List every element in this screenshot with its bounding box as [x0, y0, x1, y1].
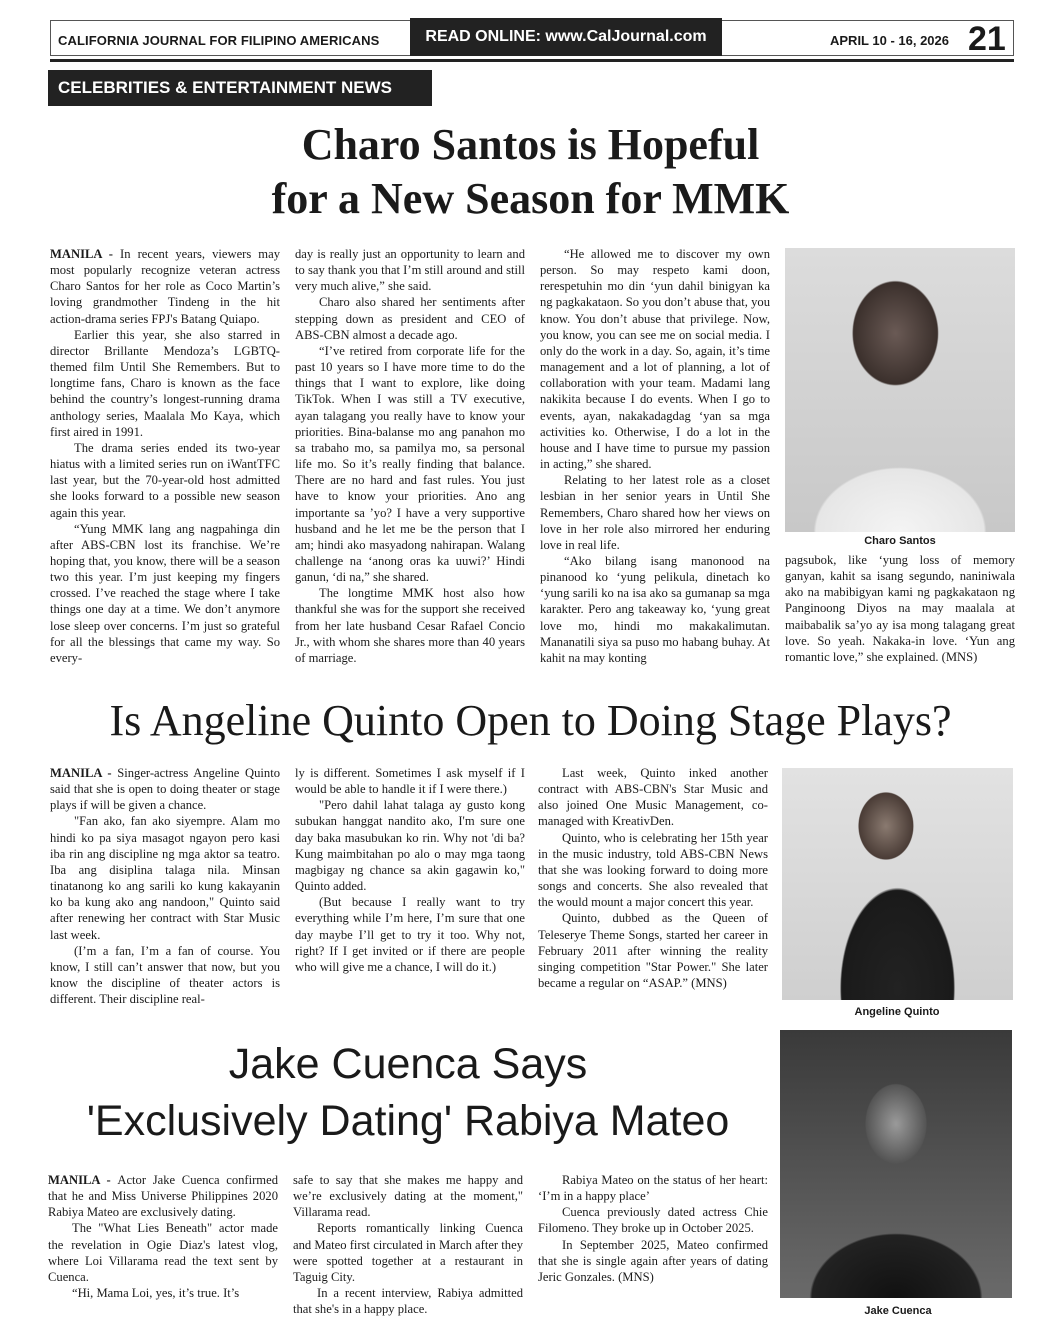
paragraph: [295, 797, 525, 894]
paragraph-text: Earlier this year, she also starred in director Brillante Mendoza’s LGBTQ-themed film Until She Remembers. But to longtime fans, Charo is known as the face behind the country’s longest-running drama anthology series, Maalala Mo Kaya, which first aired in 1991.: [50, 327, 280, 439]
paragraph: [295, 246, 525, 294]
article-1-title: [0, 118, 1061, 226]
paragraph: [538, 1237, 768, 1285]
dateline: MANILA -: [50, 766, 118, 780]
paragraph: [295, 894, 525, 975]
section-label: CELEBRITIES & ENTERTAINMENT NEWS: [58, 78, 393, 97]
paragraph: [538, 910, 768, 991]
paragraph-text: ly is different. Sometimes I ask myself if I would be able to handle it if I were there.): [295, 766, 525, 797]
article-3-column-2: [293, 1172, 523, 1317]
paragraph-text: (I’m a fan, I’m a fan of course. You know, I still can’t answer that now, but you know the discipline of theater actors is different. Their discipline real-: [50, 943, 280, 1007]
paragraph: [785, 552, 1015, 665]
paragraph-text: “Ako bilang isang manonood na pinanood ko ‘yung pelikula, dinetach ko ‘yung sarili ko na isa ako sa gumanap sa mga karakter. Pero ang takeaway ko, ‘yung great love mo, hindi mo makakalimutan. Mananatili siya sa puso mo habang buhay. At kahit na may konting: [540, 553, 770, 665]
paragraph: [538, 765, 768, 830]
photo-caption: Angeline Quinto: [854, 1006, 940, 1018]
jake-cuenca-photo: [780, 1030, 1012, 1298]
paragraph-text: “I’ve retired from corporate life for the past 10 years so I have more time to do the things that I want to explore, like doing TikTok. When I was still a TV executive, ayan talagang you really have to know your priorities. Bina-balanse mo ang panahon mo sa trabaho mo, sa pamilya mo, sa personal life mo. So it’s really finding that balance. There are no hard and fast rules. You just have to know your priorities. Ano ang importante sa ’yo? I have a very supportive husband and he let me be the person that I am; hindi ako masyadong nahirapan. Walang challenge na ‘anong oras ka uuwi?’ Hindi ganun, ‘di na,” she shared.: [295, 343, 525, 585]
paragraph-text: The "What Lies Beneath" actor made the revelation in Ogie Diaz's latest vlog, where Loi Villarama read the text sent by Cuenca.: [48, 1221, 278, 1284]
paragraph-text: The longtime MMK host also how thankful she was for the support she received from her late husband Cesar Rafael Concio Jr., with whom she shares more than 40 years of marriage.: [295, 586, 525, 665]
article-2-column-1: [50, 765, 280, 1007]
paragraph-text: "Pero dahil lahat talaga ay gusto kong subukan hanggat nandito ako, I'm sure one day baka masubukan ko rin. Why not 'di ba? Kung maimbitahan po alo o may mga taong magbigay ng chance sa akin gagawin ko," Quinto added.: [295, 798, 525, 894]
paragraph-text: "Fan ako, fan ako siyempre. Alam mo hindi ko pa siya masagot ngayon pero kasi iba rin ang discipline ng mga aktor sa teatro. Iba ang disiplina talaga nila. Minsan tinatanong ko ang sarili ko kung kakayanin ko ba kung ako ang nandoon," Quinto said after renewing her contract with Star Music last week.: [50, 814, 280, 942]
paragraph: [540, 472, 770, 553]
paragraph-text: Last week, Quinto inked another contract with ABS-CBN's Star Music and also joined One Music Management, co-managed with KreativDen.: [538, 766, 768, 829]
paragraph-text: (But because I really want to try everything while I’m here, I’m sure that one day maybe I’ll get to try it too. Why not, right? If I get invited or if there are people who will give me a chance, I will do it.): [295, 895, 525, 974]
paragraph: [48, 1172, 278, 1220]
paragraph: [48, 1220, 278, 1285]
page-number: 21: [968, 20, 1006, 58]
article-2-title: [0, 696, 1061, 746]
paragraph: [295, 294, 525, 342]
paragraph-text: “Hi, Mama Loi, yes, it’s true. It’s: [72, 1286, 240, 1301]
paragraph-text: Cuenca previously dated actress Chie Filomeno. They broke up in October 2025.: [538, 1205, 768, 1236]
paragraph-text: In September 2025, Mateo confirmed that she is single again after years of dating Jeric Gonzales. (MNS): [538, 1237, 768, 1284]
paragraph-text: pagsubok, like ‘yung loss of memory ganyan, kahit sa isang segundo, naniniwala ako na mabibigyan kami ng pagkakataon ng Panginoong Diyos na may maalala at maibabalik sa’yo ay isa mong talagang great love. So yeah. Nakaka-in love. ‘Yun ang romantic love,” she explained. (MNS): [785, 553, 1015, 664]
paragraph-text: Reports romantically linking Cuenca and Mateo first circulated in March after they were spotted together at a restaurant in Taguig City.: [293, 1221, 523, 1284]
article-3-column-3: [538, 1172, 768, 1285]
paragraph-text: “He allowed me to discover my own person. So may respeto kami doon, rerespetuhin mo din ‘yun dahil binigyan ka ng pagkakataon. So you don’t abuse that, you know. You don’t abuse that privilege. Now, you know, you can see me on social media. I only do the work in a day. So, again, it’s time management and a lot of planning, a lot of collaboration with your team. Madami lang nakikita because I do events. When I go to events, ayan, nakakadagdag ‘yan sa mga activities ko. Otherwise, I do a lot in the house and I have time to pursue my passion in acting,” she shared.: [540, 247, 770, 472]
paragraph: [48, 1285, 278, 1301]
article-3-column-1: [48, 1172, 278, 1301]
paragraph-text: “Yung MMK lang ang nagpahinga din after ABS-CBN lost its franchise. We’re hoping that, you know, there will be a season two this year. I’m just keeping my fingers crossed. I’ve reached the stage where I take things one day at a time. We don’t anymore lose sleep over concerns. I’m just so grateful for all the blessings that came my way. So every-: [50, 521, 280, 665]
paragraph-text: The drama series ended its two-year hiatus with a limited series run on iWantTFC last year, but the 70-year-old host admitted she looks forward to a possible new season again this year.: [50, 440, 280, 520]
charo-santos-photo: [785, 248, 1015, 532]
angeline-quinto-photo: [782, 768, 1013, 1000]
title-line: Is Angeline Quinto Open to Doing Stage Plays?: [109, 696, 952, 745]
paragraph-text: In a recent interview, Rabiya admitted that she's in a happy place.: [293, 1286, 523, 1317]
issue-date: APRIL 10 - 16, 2026: [830, 33, 949, 48]
article-2-column-2: [295, 765, 525, 975]
paragraph-text: Rabiya Mateo on the status of her heart: ‘I’m in a happy place’: [538, 1173, 768, 1204]
paragraph: [538, 1204, 768, 1236]
paragraph-text: Singer-actress Angeline Quinto said that she is open to doing theater or stage plays if will be given a chance.: [50, 766, 280, 813]
paragraph: [295, 765, 525, 797]
paragraph-text: day is really just an opportunity to learn and to say thank you that I’m still around and still very much alive,” she said.: [295, 247, 525, 294]
article-2-column-3: [538, 765, 768, 991]
paragraph: [293, 1172, 523, 1220]
paragraph-text: Relating to her latest role as a closet lesbian in her senior years in Until She Remembers, Charo shared how her views on love in her role also mirrored her enduring love in real life.: [540, 473, 770, 552]
paragraph-text: safe to say that she makes me happy and we’re exclusively dating at the moment," Villarama read.: [293, 1173, 523, 1220]
paragraph-text: In recent years, viewers may most popularly recognize veteran actress Charo Santos for her role as Coco Martin’s loving grandmother Tindeng in the hit action-drama series FPJ's Batang Quiapo.: [50, 247, 280, 326]
article-3-title: [50, 1036, 766, 1150]
paragraph: [540, 246, 770, 472]
photo-caption: Charo Santos: [864, 535, 936, 547]
paragraph-text: Quinto, dubbed as the Queen of Teleserye Theme Songs, started her career in February 2011 after winning the reality singing competition "Star Power." She later became a regular on “ASAP.” (MNS): [538, 911, 768, 991]
paragraph: [295, 585, 525, 666]
masthead-rule: [50, 59, 1014, 62]
paragraph: [50, 765, 280, 813]
read-online-link[interactable]: READ ONLINE: www.CalJournal.com: [410, 18, 722, 56]
paragraph: [50, 521, 280, 666]
paragraph: [50, 327, 280, 440]
paragraph: [50, 943, 280, 1008]
paragraph: [50, 813, 280, 942]
paragraph-text: Charo also shared her sentiments after stepping down as president and CEO of ABS-CBN almost a decade ago.: [295, 295, 525, 342]
dateline: MANILA -: [50, 247, 121, 261]
paragraph: [295, 343, 525, 585]
paragraph: [50, 246, 280, 327]
publication-name: CALIFORNIA JOURNAL FOR FILIPINO AMERICANS: [58, 33, 380, 48]
paragraph-text: Quinto, who is celebrating her 15th year in the music industry, told ABS-CBN News that she was looking forward to doing more songs and concerts. She also revealed that the would mount a major concert this year.: [538, 830, 768, 910]
title-line: 'Exclusively Dating' Rabiya Mateo: [86, 1097, 730, 1145]
article-1-column-1: [50, 246, 280, 666]
paragraph-text: Actor Jake Cuenca confirmed that he and Miss Universe Philippines 2020 Rabiya Mateo are exclusively dating.: [48, 1173, 278, 1220]
paragraph: [293, 1285, 523, 1317]
paragraph: [293, 1220, 523, 1285]
dateline: MANILA -: [48, 1173, 118, 1187]
article-1-column-3: [540, 246, 770, 666]
title-line: for a New Season for MMK: [271, 174, 790, 223]
photo-caption: Jake Cuenca: [864, 1305, 932, 1317]
paragraph: [538, 830, 768, 911]
article-1-column-4: [785, 552, 1015, 665]
paragraph: [50, 440, 280, 521]
paragraph: [540, 553, 770, 666]
title-line: Jake Cuenca Says: [228, 1040, 588, 1088]
title-line: Charo Santos is Hopeful: [301, 120, 760, 169]
paragraph: [538, 1172, 768, 1204]
section-banner: [48, 70, 432, 106]
article-1-column-2: [295, 246, 525, 666]
